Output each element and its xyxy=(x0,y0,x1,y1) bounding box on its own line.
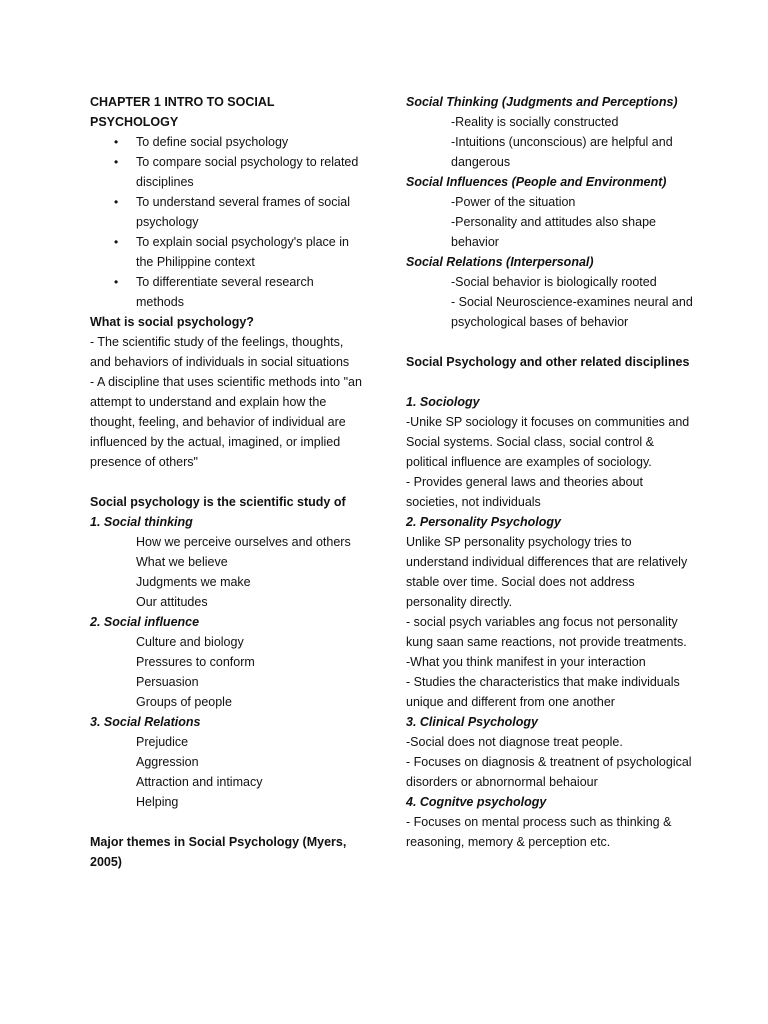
discipline-text: Unlike SP personality psychology tries to understand individual differences that are relatively stable over time. Social does not address personality directly. xyxy=(406,535,688,609)
topic-item: Culture and biology xyxy=(136,635,244,649)
discipline-text: - Focuses on mental process such as thinking & reasoning, memory & perception etc. xyxy=(406,815,672,849)
definition-text: - A discipline that uses scientific methods into "an attempt to understand and explain how the thought, feeling, and behavior of individual are influenced by the actual, imagined, or implied presence of others" xyxy=(90,375,362,469)
discipline-heading: 2. Personality Psychology xyxy=(406,515,561,529)
topic-item: Pressures to conform xyxy=(136,655,255,669)
bullet-icon: • xyxy=(114,275,119,289)
theme-heading: Social Influences (People and Environment) xyxy=(406,175,667,189)
major-themes-heading: Major themes in Social Psychology (Myers, 2005) xyxy=(90,835,347,869)
theme-item: -Reality is socially constructed xyxy=(451,115,619,129)
bullet-icon: • xyxy=(114,195,119,209)
theme-heading: Social Thinking (Judgments and Perceptions) xyxy=(406,95,678,109)
chapter-title: CHAPTER 1 INTRO TO SOCIAL PSYCHOLOGY xyxy=(90,95,275,129)
topic-item: Prejudice xyxy=(136,735,189,749)
bullet-icon: • xyxy=(114,135,119,149)
bullet-icon: • xyxy=(114,235,119,249)
discipline-text: -Social does not diagnose treat people. xyxy=(406,735,623,749)
discipline-heading: 1. Sociology xyxy=(406,395,480,409)
related-disciplines-heading: Social Psychology and other related disciplines xyxy=(406,355,690,369)
theme-item: - Social Neuroscience-examines neural and psychological bases of behavior xyxy=(451,295,693,329)
right-column xyxy=(406,92,696,852)
definition-text: - The scientific study of the feelings, thoughts, and behaviors of individuals in social situations xyxy=(90,335,350,369)
discipline-text: -Unike SP sociology it focuses on communities and Social systems. Social class, social control & political influence are examples of sociology. xyxy=(406,415,690,469)
discipline-text: - Focuses on diagnosis & treatnent of psychological disorders or abnornormal behaiour xyxy=(406,755,692,789)
discipline-text: - social psych variables ang focus not personality kung saan same reactions, not provide treatments. xyxy=(406,615,687,649)
discipline-text: -What you think manifest in your interaction xyxy=(406,655,646,669)
discipline-text: - Provides general laws and theories about societies, not individuals xyxy=(406,475,643,509)
discipline-text: - Studies the characteristics that make individuals unique and different from one another xyxy=(406,675,680,709)
topic-heading: 1. Social thinking xyxy=(90,515,193,529)
list-item: • To explain social psychology's place in the Philippine context xyxy=(90,232,365,272)
objectives-list xyxy=(90,132,365,312)
topic-item: How we perceive ourselves and others xyxy=(136,535,351,549)
topic-item: What we believe xyxy=(136,555,228,569)
list-item: • To define social psychology xyxy=(90,132,365,152)
theme-item: -Social behavior is biologically rooted xyxy=(451,275,657,289)
topic-item: Our attitudes xyxy=(136,595,208,609)
topic-item: Persuasion xyxy=(136,675,199,689)
topic-item: Aggression xyxy=(136,755,199,769)
study-heading: Social psychology is the scientific study of xyxy=(90,495,346,509)
list-item: • To differentiate several research methods xyxy=(90,272,365,312)
list-item: • To understand several frames of social psychology xyxy=(90,192,365,232)
topic-item: Attraction and intimacy xyxy=(136,775,263,789)
left-column xyxy=(90,92,365,872)
topic-item: Judgments we make xyxy=(136,575,251,589)
topic-item: Helping xyxy=(136,795,179,809)
theme-heading: Social Relations (Interpersonal) xyxy=(406,255,594,269)
topic-item: Groups of people xyxy=(136,695,232,709)
list-item: • To compare social psychology to related disciplines xyxy=(90,152,365,192)
theme-item: -Personality and attitudes also shape behavior xyxy=(451,215,656,249)
topic-heading: 2. Social influence xyxy=(90,615,200,629)
bullet-icon: • xyxy=(114,155,119,169)
discipline-heading: 3. Clinical Psychology xyxy=(406,715,538,729)
what-is-heading: What is social psychology? xyxy=(90,315,254,329)
theme-item: -Power of the situation xyxy=(451,195,576,209)
topic-heading: 3. Social Relations xyxy=(90,715,201,729)
discipline-heading: 4. Cognitve psychology xyxy=(406,795,547,809)
theme-item: -Intuitions (unconscious) are helpful and dangerous xyxy=(451,135,673,169)
